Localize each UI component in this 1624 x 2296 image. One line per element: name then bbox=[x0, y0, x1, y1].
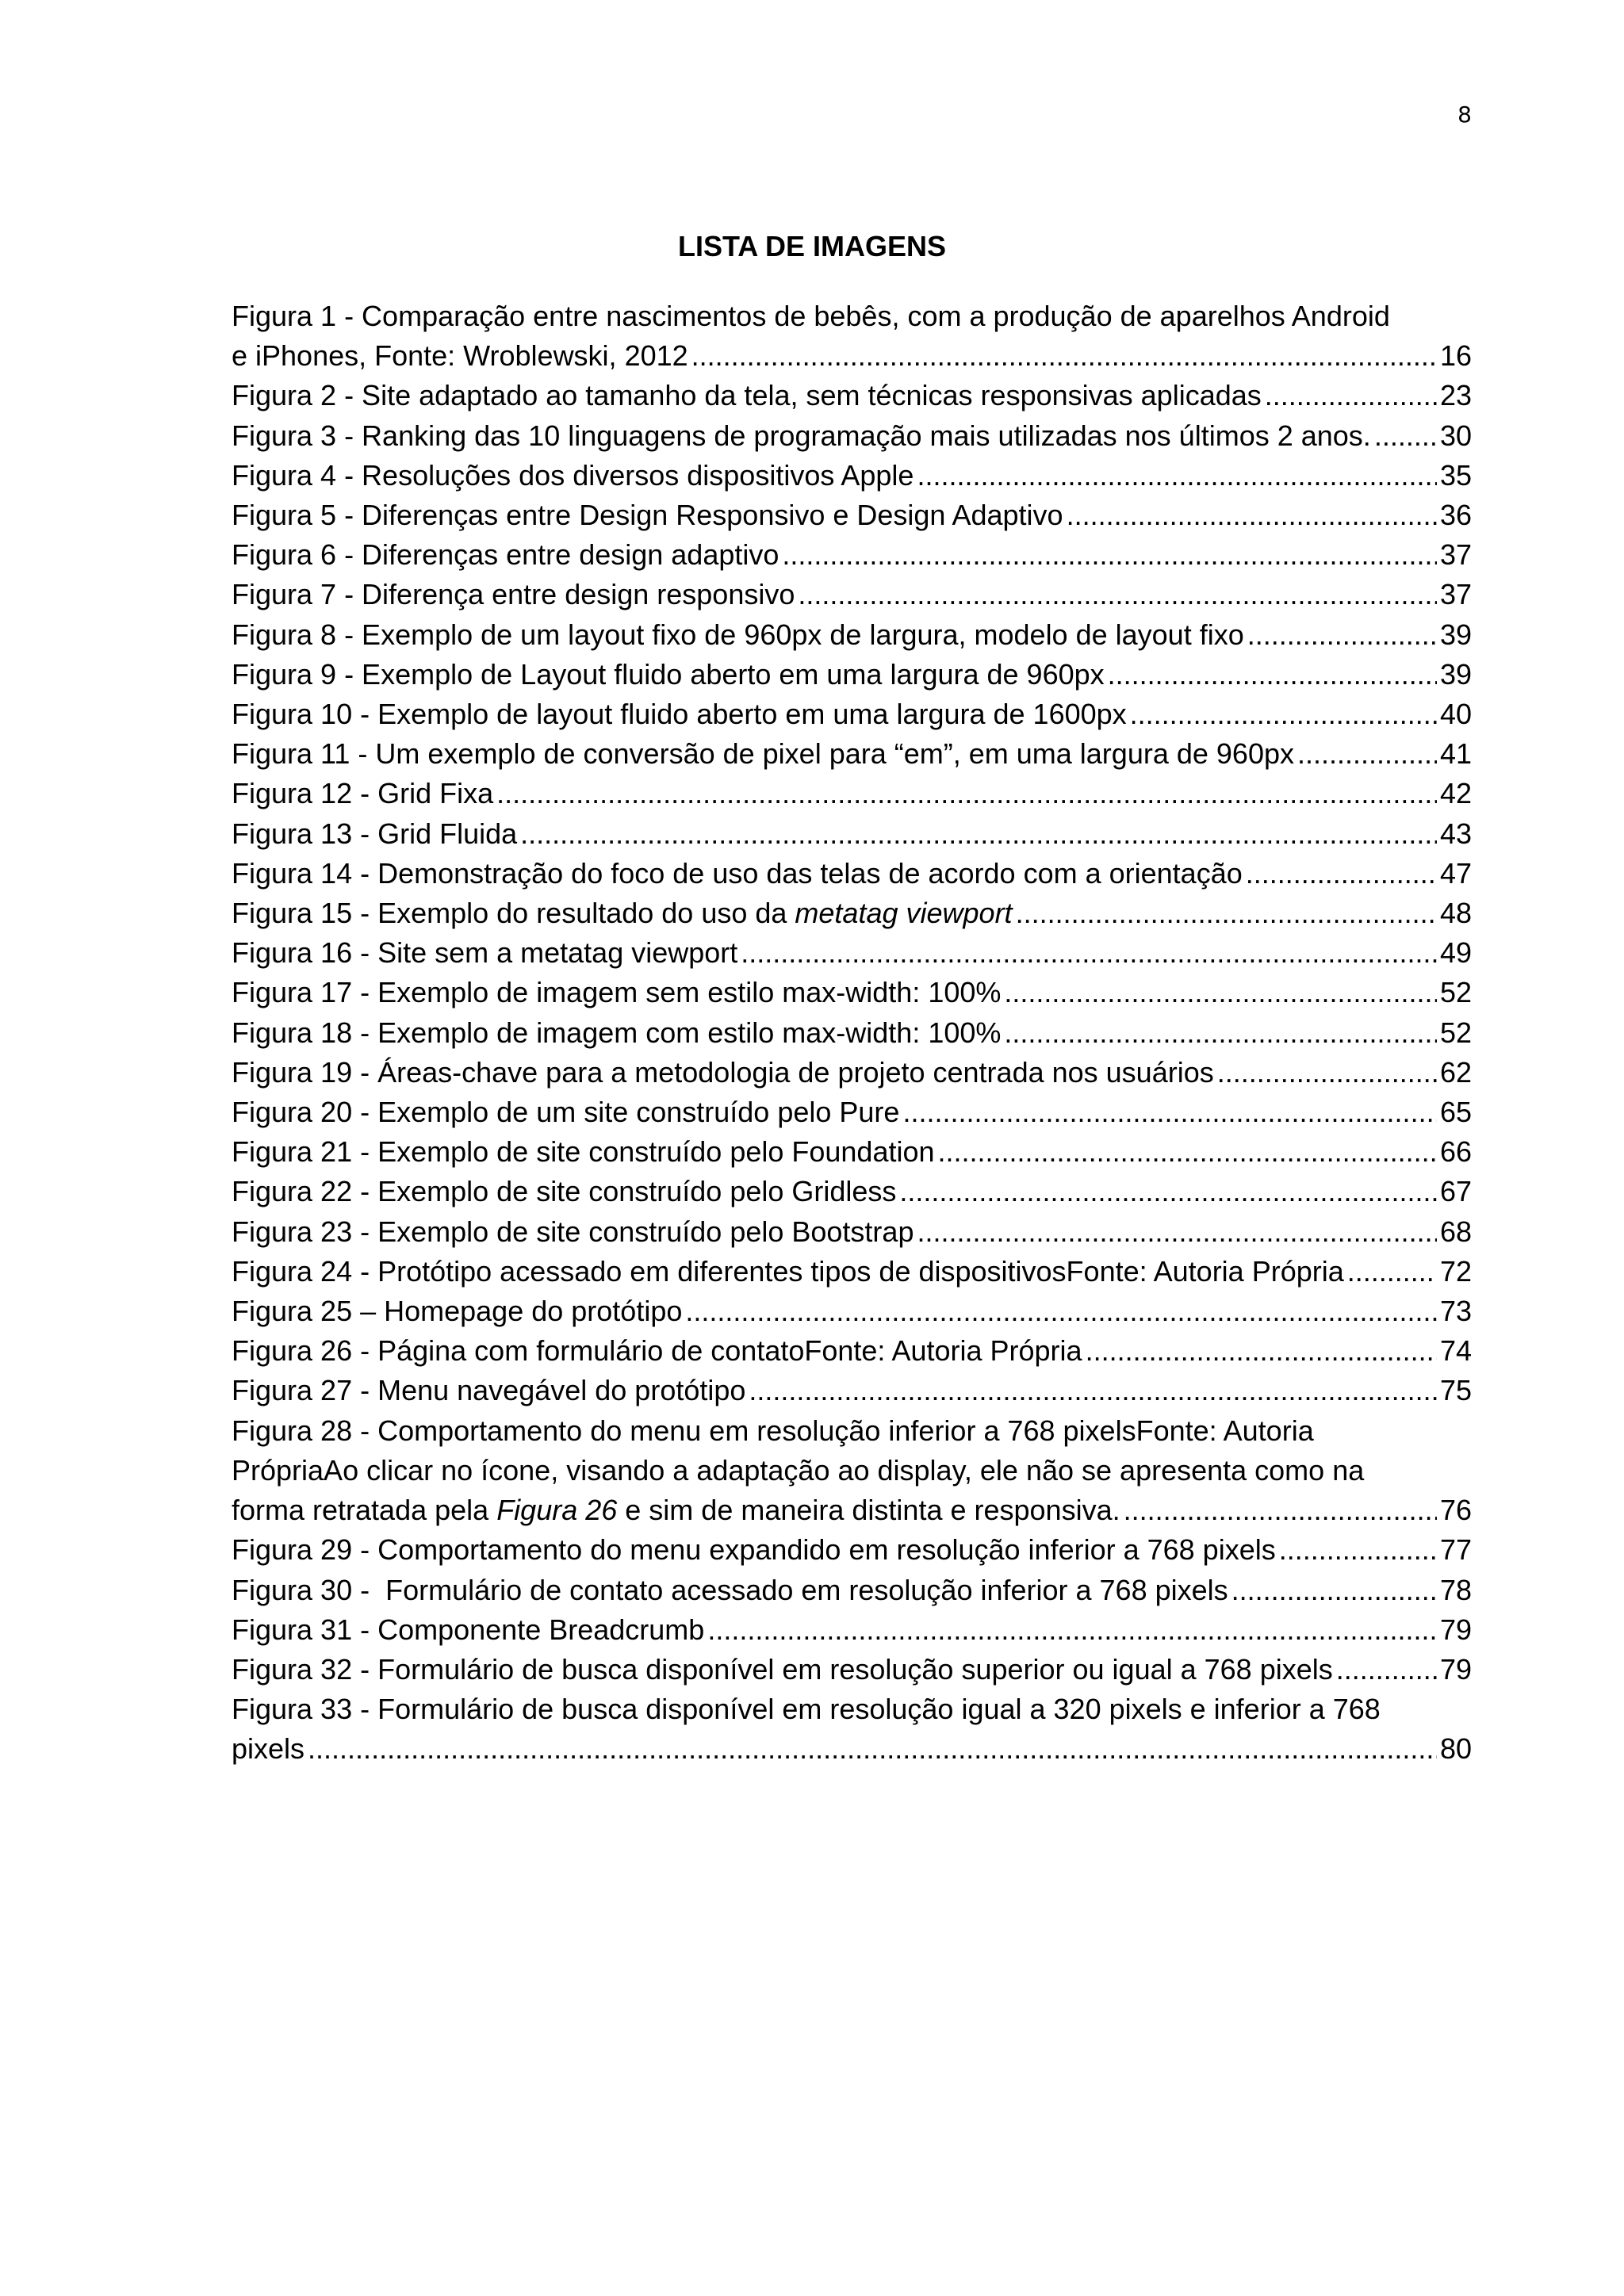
dot-leader bbox=[899, 1172, 1437, 1211]
dot-leader bbox=[691, 336, 1437, 376]
toc-entry-figura-21[interactable] bbox=[232, 1132, 1472, 1172]
toc-entry-page: 76 bbox=[1439, 1494, 1472, 1527]
toc-entry-label: Figura 10 - Exemplo de layout fluido aberto em uma largura de 1600px bbox=[232, 698, 1127, 731]
dot-leader bbox=[308, 1729, 1437, 1769]
toc-entry-figura-13[interactable] bbox=[232, 814, 1472, 854]
figure-list bbox=[232, 297, 1472, 1770]
toc-entry-label: Figura 31 - Componente Breadcrumb bbox=[232, 1613, 705, 1646]
toc-entry-page: 36 bbox=[1439, 499, 1472, 532]
toc-entry-figura-19[interactable] bbox=[232, 1053, 1472, 1093]
toc-entry-page: 80 bbox=[1439, 1732, 1472, 1766]
dot-leader bbox=[1336, 1650, 1437, 1689]
toc-entry-label: Figura 3 - Ranking das 10 linguagens de programação mais utilizadas nos últimos 2 anos. bbox=[232, 419, 1371, 452]
toc-entry-figura-20[interactable] bbox=[232, 1093, 1472, 1132]
toc-entry-figura-4[interactable] bbox=[232, 456, 1472, 496]
toc-entry-label: Figura 18 - Exemplo de imagem com estilo max-width: 100% bbox=[232, 1016, 1002, 1049]
dot-leader bbox=[741, 933, 1437, 973]
toc-entry-page: 74 bbox=[1439, 1334, 1472, 1368]
dot-leader bbox=[1265, 376, 1437, 415]
dot-leader bbox=[917, 456, 1437, 496]
toc-entry-figura-14[interactable] bbox=[232, 854, 1472, 894]
toc-entry-page: 42 bbox=[1439, 777, 1472, 810]
dot-leader bbox=[1067, 496, 1437, 535]
dot-leader bbox=[1004, 1013, 1437, 1053]
toc-entry-label: Figura 5 - Diferenças entre Design Responsivo e Design Adaptivo bbox=[232, 499, 1063, 532]
toc-entry-figura-28[interactable] bbox=[232, 1411, 1472, 1531]
toc-entry-figura-27[interactable] bbox=[232, 1371, 1472, 1410]
toc-entry-figura-3[interactable] bbox=[232, 416, 1472, 456]
toc-entry-label: Figura 4 - Resoluções dos diversos dispositivos Apple bbox=[232, 458, 914, 492]
dot-leader bbox=[1130, 695, 1437, 734]
toc-entry-page: 30 bbox=[1439, 419, 1472, 452]
dot-leader bbox=[685, 1292, 1437, 1331]
toc-entry-figura-26[interactable] bbox=[232, 1331, 1472, 1371]
toc-entry-figura-33[interactable] bbox=[232, 1689, 1472, 1769]
dot-leader bbox=[1004, 973, 1437, 1012]
toc-entry-label-text: Figura 15 - Exemplo do resultado do uso da bbox=[232, 897, 795, 930]
dot-leader bbox=[1217, 1053, 1437, 1093]
toc-entry-label-line: PrópriaAo clicar no ícone, visando a adaptação ao display, ele não se apresenta como na bbox=[232, 1453, 1365, 1487]
dot-leader bbox=[1124, 1490, 1437, 1530]
toc-entry-page: 40 bbox=[1439, 698, 1472, 731]
toc-entry-figura-17[interactable] bbox=[232, 973, 1472, 1012]
toc-entry-page: 65 bbox=[1439, 1096, 1472, 1129]
toc-entry-label-line: pixels bbox=[232, 1732, 305, 1766]
page-title: LISTA DE IMAGENS bbox=[677, 230, 946, 262]
dot-leader bbox=[798, 575, 1437, 614]
toc-entry-figura-18[interactable] bbox=[232, 1013, 1472, 1053]
toc-entry-label bbox=[232, 894, 1013, 933]
toc-entry-page: 66 bbox=[1439, 1135, 1472, 1169]
toc-entry-page: 39 bbox=[1439, 657, 1472, 691]
toc-entry-figura-11[interactable] bbox=[232, 734, 1472, 774]
toc-entry-label: Figura 7 - Diferença entre design responsivo bbox=[232, 578, 795, 611]
dot-leader bbox=[1231, 1571, 1437, 1610]
toc-entry-figura-12[interactable] bbox=[232, 774, 1472, 813]
toc-entry-label: Figura 29 - Comportamento do menu expandido em resolução inferior a 768 pixels bbox=[232, 1533, 1276, 1567]
toc-entry-figura-2[interactable] bbox=[232, 376, 1472, 415]
toc-entry-page: 52 bbox=[1439, 976, 1472, 1009]
toc-entry-page: 68 bbox=[1439, 1215, 1472, 1248]
toc-entry-page: 47 bbox=[1439, 856, 1472, 890]
toc-entry-label: Figura 8 - Exemplo de um layout fixo de 960px de largura, modelo de layout fixo bbox=[232, 618, 1244, 651]
dot-leader bbox=[749, 1371, 1437, 1410]
dot-leader bbox=[1374, 416, 1437, 456]
toc-entry-label-text: e sim de maneira distinta e responsiva. bbox=[617, 1494, 1120, 1527]
dot-leader bbox=[938, 1132, 1437, 1172]
toc-entry-figura-10[interactable] bbox=[232, 695, 1472, 734]
toc-entry-figura-6[interactable] bbox=[232, 535, 1472, 575]
toc-entry-figura-1[interactable] bbox=[232, 297, 1472, 376]
toc-entry-label: Figura 9 - Exemplo de Layout fluido aberto em uma largura de 960px bbox=[232, 657, 1105, 691]
toc-entry-label: Figura 30 - Formulário de contato acessado em resolução inferior a 768 pixels bbox=[232, 1573, 1228, 1606]
toc-entry-label-line: Figura 1 - Comparação entre nascimentos de bebês, com a produção de aparelhos Android bbox=[232, 300, 1390, 332]
toc-entry-label-line: e iPhones, Fonte: Wroblewski, 2012 bbox=[232, 339, 688, 373]
toc-entry-page: 79 bbox=[1439, 1613, 1472, 1646]
dot-leader bbox=[902, 1093, 1437, 1132]
toc-entry-page: 37 bbox=[1439, 538, 1472, 572]
toc-entry-label-line bbox=[232, 1490, 1120, 1530]
toc-entry-label-line: Figura 33 - Formulário de busca disponível em resolução igual a 320 pixels e inferior a 768 bbox=[232, 1693, 1381, 1726]
toc-entry-label: Figura 22 - Exemplo de site construído pelo Gridless bbox=[232, 1175, 897, 1208]
toc-entry-page: 49 bbox=[1439, 936, 1472, 970]
dot-leader bbox=[1086, 1331, 1437, 1371]
toc-entry-label: Figura 24 - Protótipo acessado em diferentes tipos de dispositivosFonte: Autoria Própria bbox=[232, 1254, 1344, 1288]
toc-entry-label: Figura 2 - Site adaptado ao tamanho da tela, sem técnicas responsivas aplicadas bbox=[232, 379, 1262, 412]
toc-entry-page: 41 bbox=[1439, 737, 1472, 771]
dot-leader bbox=[782, 535, 1437, 575]
toc-entry-label: Figura 27 - Menu navegável do protótipo bbox=[232, 1374, 746, 1407]
toc-entry-figura-23[interactable] bbox=[232, 1212, 1472, 1252]
dot-leader bbox=[1246, 854, 1437, 894]
toc-entry-page: 77 bbox=[1439, 1533, 1472, 1567]
toc-entry-label-line: Figura 28 - Comportamento do menu em resolução inferior a 768 pixelsFonte: Autoria bbox=[232, 1414, 1314, 1447]
toc-entry-page: 39 bbox=[1439, 618, 1472, 651]
toc-entry-label-text: forma retratada pela bbox=[232, 1494, 497, 1527]
toc-entry-page: 35 bbox=[1439, 458, 1472, 492]
toc-entry-page: 43 bbox=[1439, 817, 1472, 850]
toc-entry-label: Figura 23 - Exemplo de site construído pelo Bootstrap bbox=[232, 1215, 914, 1248]
toc-entry-page: 79 bbox=[1439, 1652, 1472, 1686]
toc-entry-page: 78 bbox=[1439, 1573, 1472, 1606]
dot-leader bbox=[1108, 655, 1437, 695]
toc-entry-figura-15[interactable] bbox=[232, 894, 1472, 933]
toc-entry-figura-30[interactable] bbox=[232, 1571, 1472, 1610]
toc-entry-figura-9[interactable] bbox=[232, 655, 1472, 695]
toc-entry-label: Figura 26 - Página com formulário de contatoFonte: Autoria Própria bbox=[232, 1334, 1082, 1368]
dot-leader bbox=[707, 1610, 1437, 1650]
toc-entry-label: Figura 6 - Diferenças entre design adaptivo bbox=[232, 538, 779, 572]
toc-entry-figura-16[interactable] bbox=[232, 933, 1472, 973]
toc-entry-label: Figura 17 - Exemplo de imagem sem estilo max-width: 100% bbox=[232, 976, 1002, 1009]
toc-entry-page: 23 bbox=[1439, 379, 1472, 412]
dot-leader bbox=[1297, 734, 1437, 774]
toc-entry-page: 73 bbox=[1439, 1295, 1472, 1328]
toc-entry-page: 37 bbox=[1439, 578, 1472, 611]
toc-entry-label: Figura 13 - Grid Fluida bbox=[232, 817, 518, 850]
toc-entry-figura-7[interactable] bbox=[232, 575, 1472, 614]
toc-entry-label-italic: Figura 26 bbox=[496, 1494, 618, 1527]
toc-entry-page: 16 bbox=[1439, 339, 1472, 373]
dot-leader bbox=[1347, 1252, 1437, 1292]
toc-entry-figura-8[interactable] bbox=[232, 615, 1472, 655]
toc-entry-figura-22[interactable] bbox=[232, 1172, 1472, 1211]
toc-entry-figura-24[interactable] bbox=[232, 1252, 1472, 1292]
toc-entry-page: 62 bbox=[1439, 1055, 1472, 1089]
toc-entry-label-italic: metatag viewport bbox=[795, 897, 1013, 930]
dot-leader bbox=[917, 1212, 1436, 1252]
toc-entry-page: 52 bbox=[1439, 1016, 1472, 1049]
page-number: 8 bbox=[1457, 101, 1472, 128]
toc-entry-figura-29[interactable] bbox=[232, 1530, 1472, 1570]
toc-entry-label: Figura 12 - Grid Fixa bbox=[232, 777, 494, 810]
toc-entry-page: 72 bbox=[1439, 1254, 1472, 1288]
toc-entry-page: 48 bbox=[1439, 897, 1472, 930]
toc-entry-figura-25[interactable] bbox=[232, 1292, 1472, 1331]
toc-entry-label: Figura 21 - Exemplo de site construído pelo Foundation bbox=[232, 1135, 935, 1169]
toc-entry-label: Figura 19 - Áreas-chave para a metodologia de projeto centrada nos usuários bbox=[232, 1055, 1214, 1089]
toc-entry-label: Figura 32 - Formulário de busca disponível em resolução superior ou igual a 768 pixels bbox=[232, 1652, 1333, 1686]
toc-entry-label: Figura 14 - Demonstração do foco de uso das telas de acordo com a orientação bbox=[232, 856, 1243, 890]
toc-entry-label: Figura 16 - Site sem a metatag viewport bbox=[232, 936, 738, 970]
dot-leader bbox=[520, 814, 1437, 854]
dot-leader bbox=[1279, 1530, 1437, 1570]
toc-entry-figura-5[interactable] bbox=[232, 496, 1472, 535]
toc-entry-figura-31[interactable] bbox=[232, 1610, 1472, 1650]
toc-entry-page: 75 bbox=[1439, 1374, 1472, 1407]
dot-leader bbox=[1016, 894, 1437, 933]
toc-entry-label: Figura 11 - Um exemplo de conversão de pixel para “em”, em uma largura de 960px bbox=[232, 737, 1294, 771]
dot-leader bbox=[496, 774, 1437, 813]
toc-entry-figura-32[interactable] bbox=[232, 1650, 1472, 1689]
toc-entry-label: Figura 20 - Exemplo de um site construído pelo Pure bbox=[232, 1096, 900, 1129]
dot-leader bbox=[1247, 615, 1437, 655]
toc-entry-label: Figura 25 – Homepage do protótipo bbox=[232, 1295, 683, 1328]
toc-entry-page: 67 bbox=[1439, 1175, 1472, 1208]
